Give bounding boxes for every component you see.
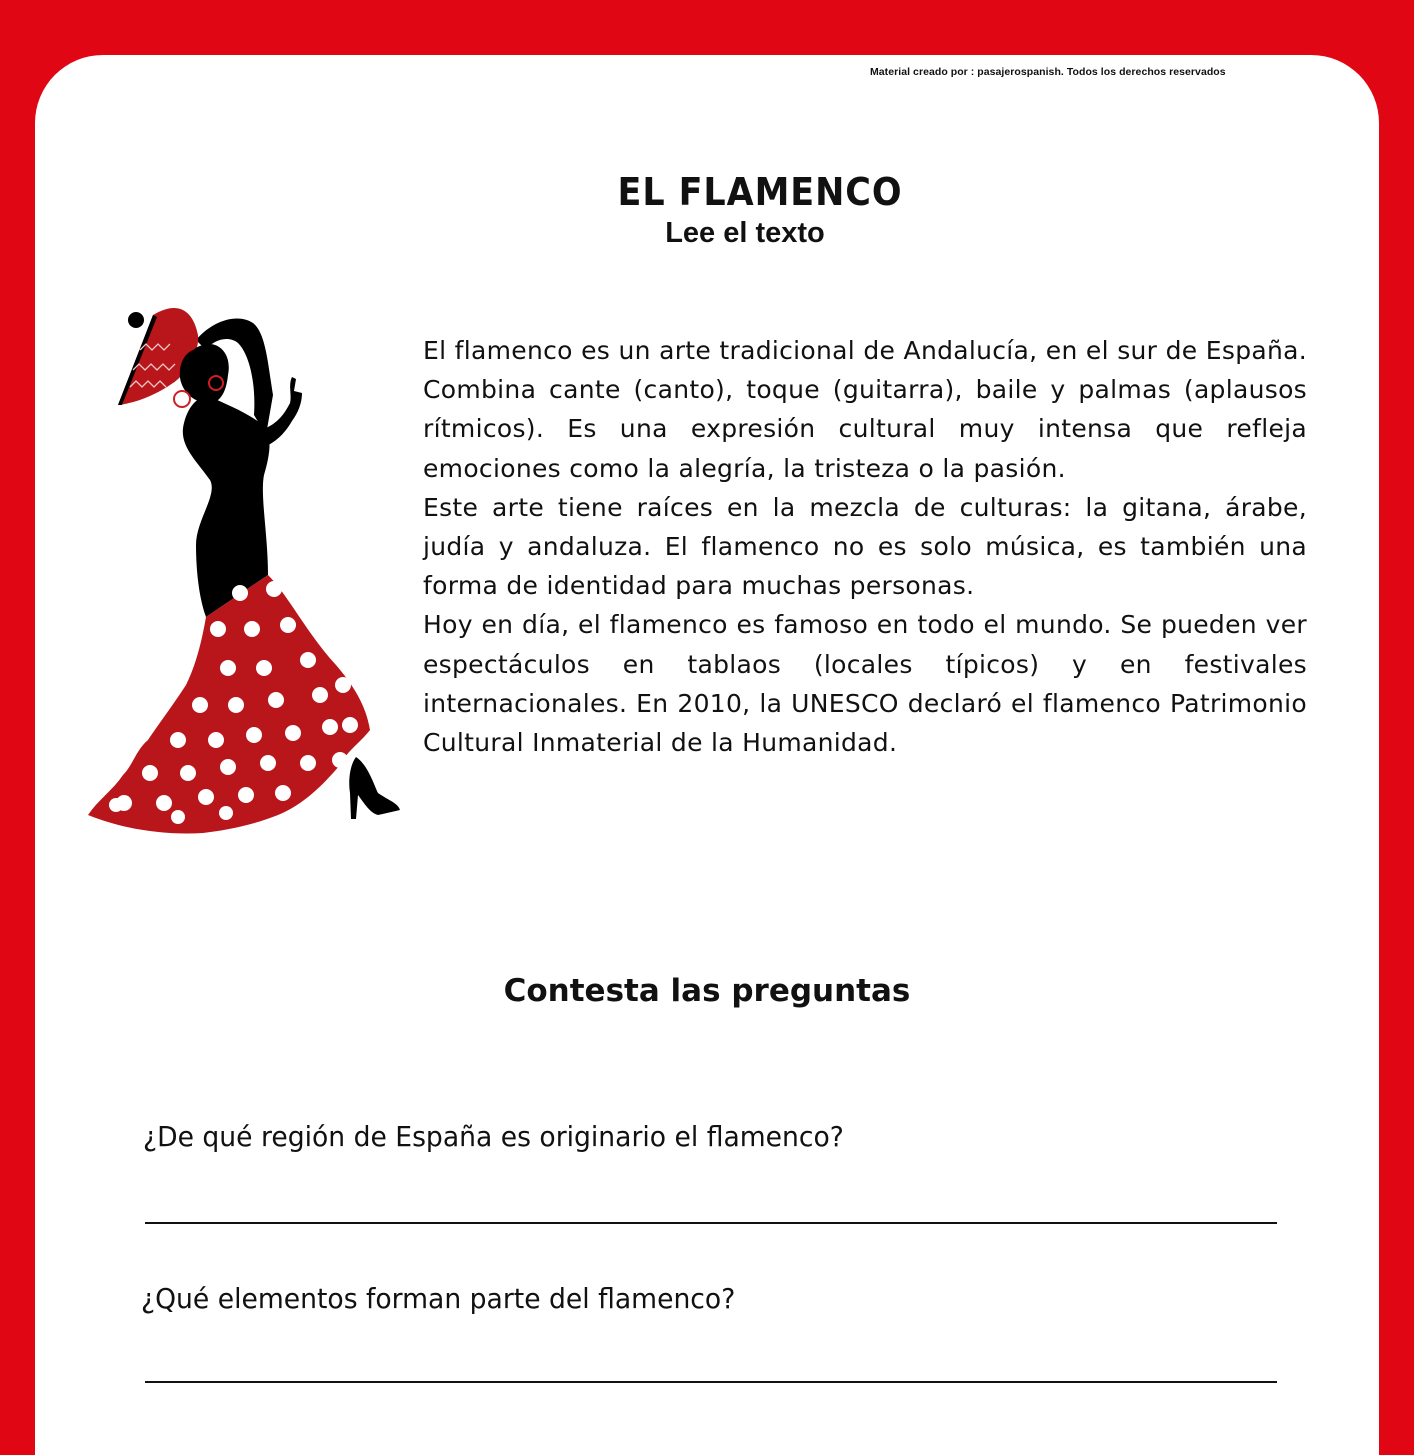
reading-text	[423, 331, 1307, 762]
reading-paragraph: Hoy en día, el flamenco es famoso en todo el mundo. Se pueden ver espectáculos en tablaos (locales típicos) y en festivales internacionales. En 2010, la UNESCO declaró el flamenco Patrimonio Cultural Inmaterial de la Humanidad.	[423, 610, 1307, 758]
flamenco-dancer-icon	[78, 295, 408, 840]
questions-heading: Contesta las preguntas	[503, 973, 911, 1009]
answer-line-1[interactable]	[145, 1222, 1277, 1224]
credit-line: Material creado por : pasajerospanish. Todos los derechos reservados	[870, 66, 1226, 78]
reading-paragraph: Este arte tiene raíces en la mezcla de culturas: la gitana, árabe, judía y andaluza. El flamenco no es solo música, es también una forma de identidad para muchas personas.	[423, 492, 1307, 601]
question-1: ¿De qué región de España es originario el flamenco?	[143, 1120, 844, 1153]
page-title: EL FLAMENCO	[617, 170, 903, 214]
question-2: ¿Qué elementos forman parte del flamenco?	[141, 1282, 736, 1315]
reading-paragraph: El flamenco es un arte tradicional de Andalucía, en el sur de España. Combina cante (canto), toque (guitarra), baile y palmas (aplausos rítmicos). Es una expresión cultural muy intensa que refleja emociones como la alegría, la tristeza o la pasión.	[423, 336, 1307, 483]
answer-line-2[interactable]	[145, 1381, 1277, 1383]
page-subtitle: Lee el texto	[665, 217, 825, 249]
